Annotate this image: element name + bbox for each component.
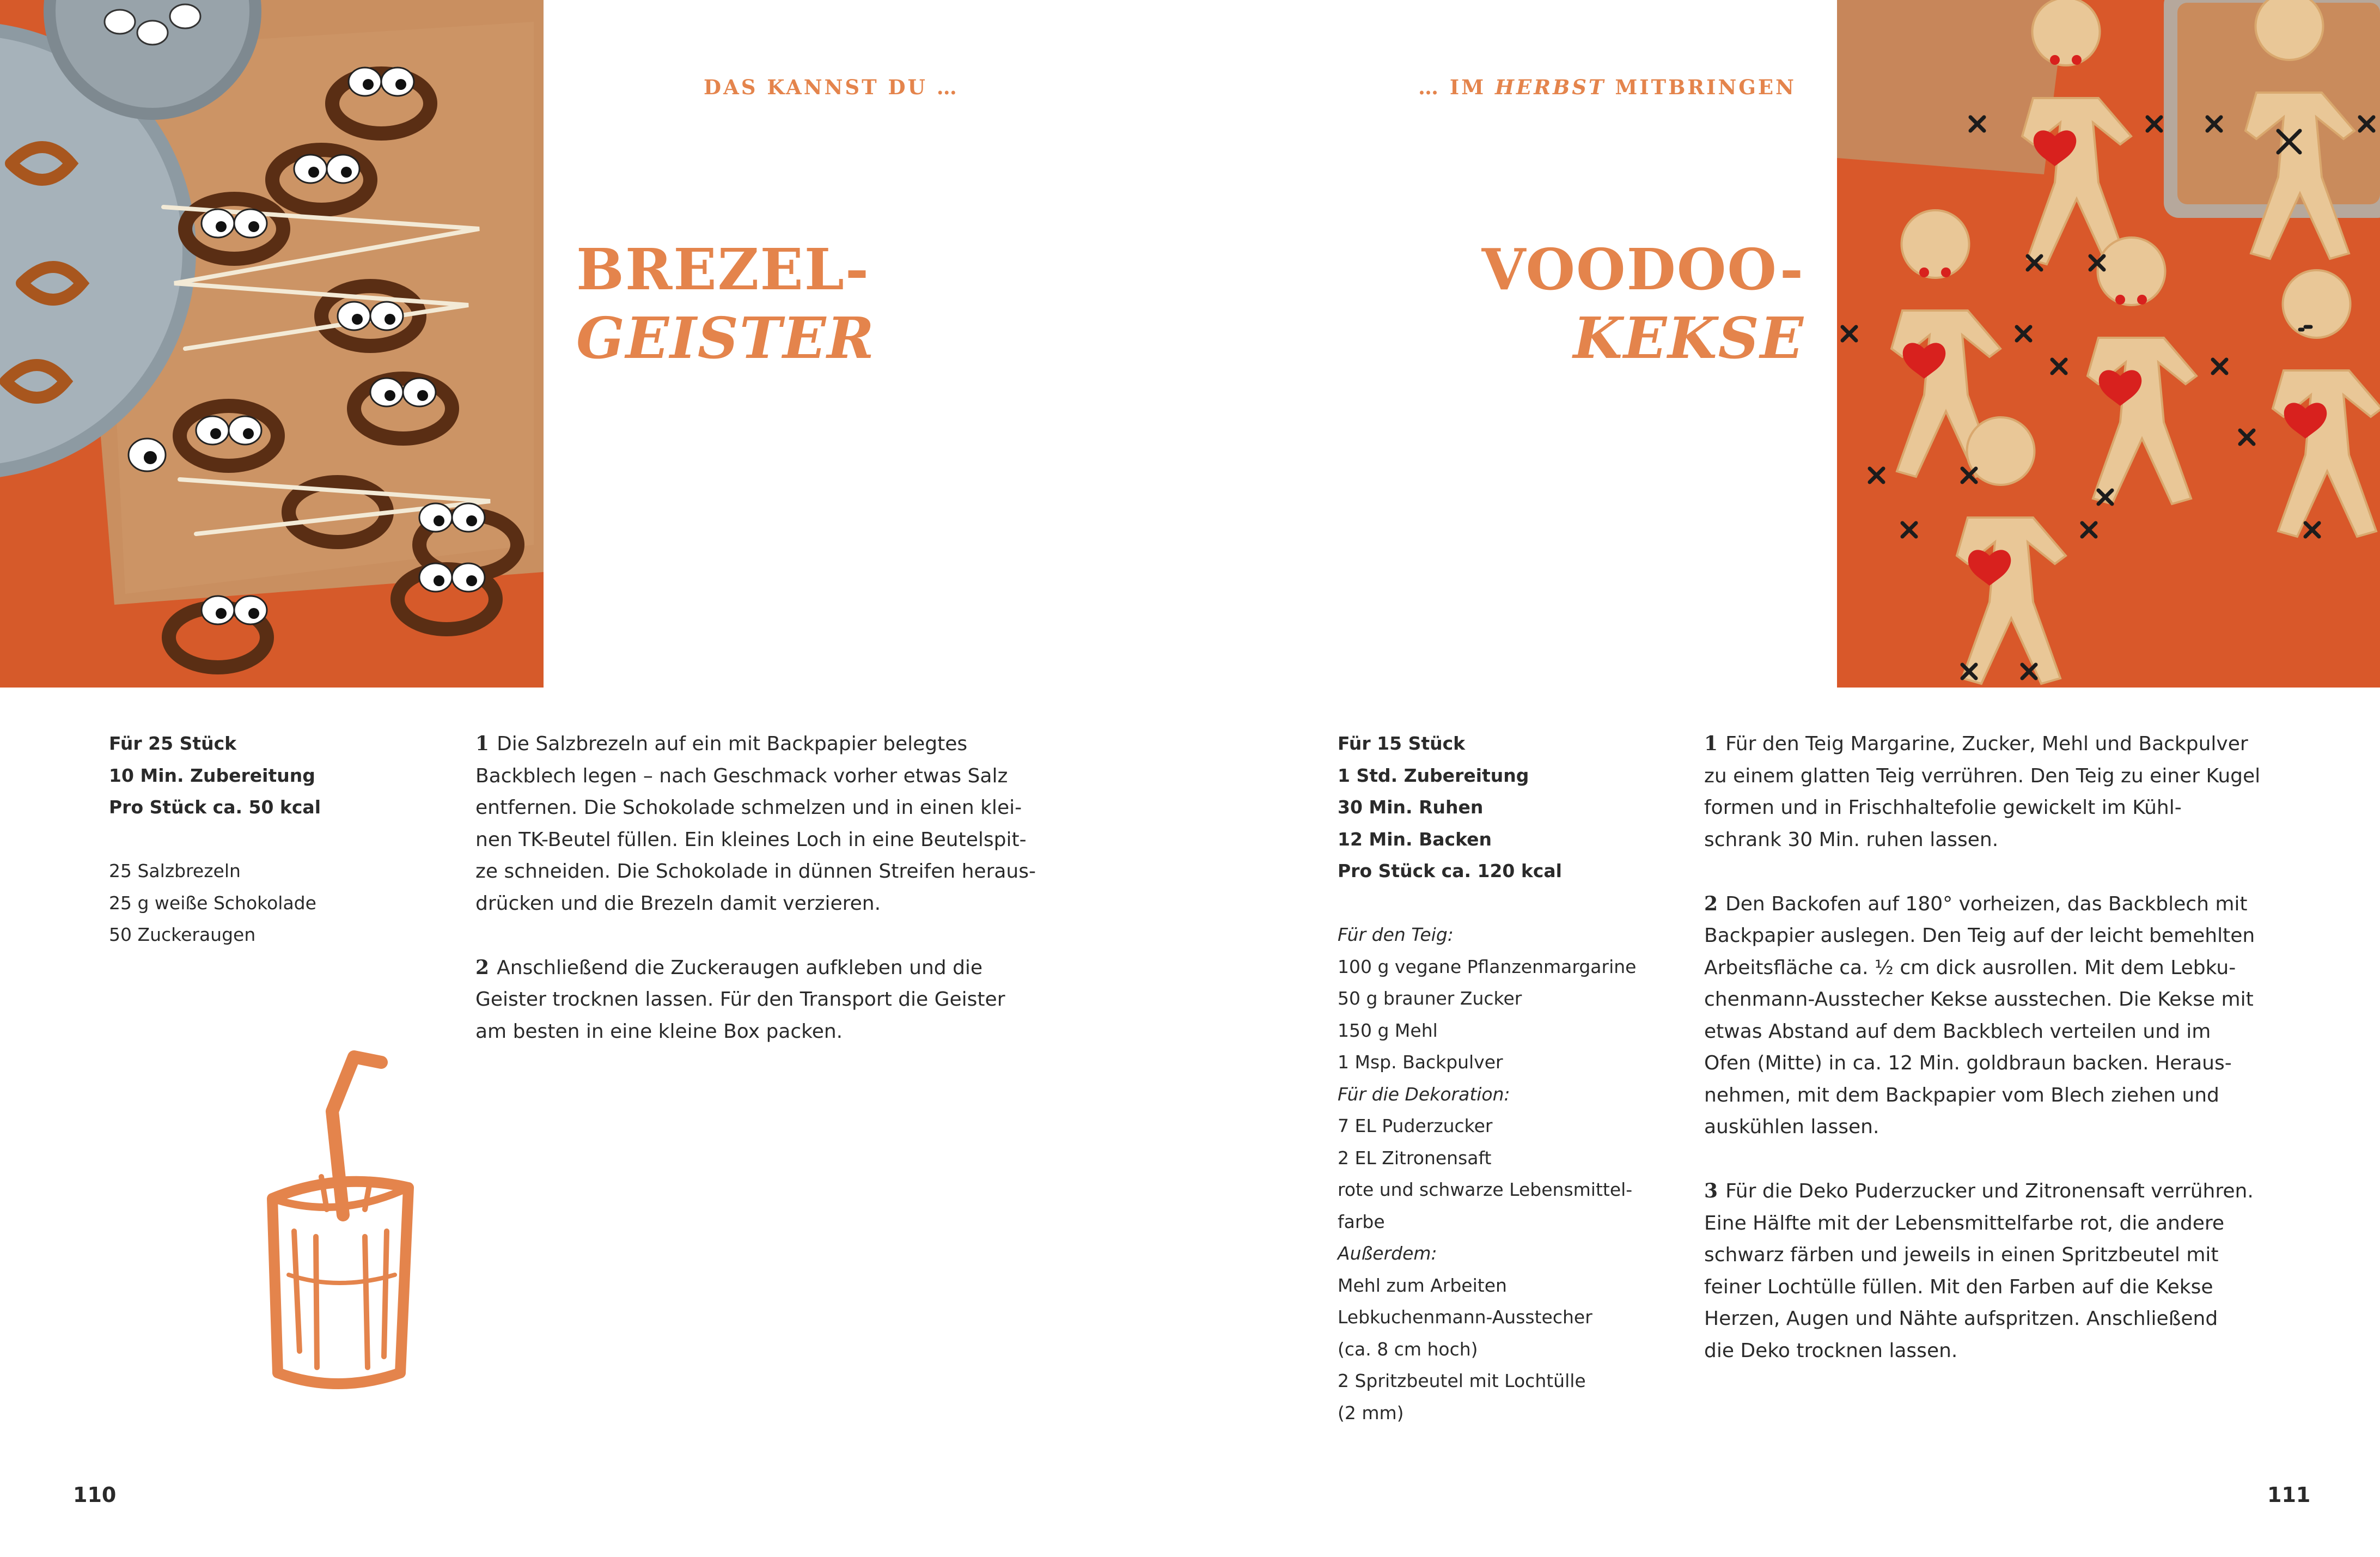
kicker-emphasis: HERBST <box>1495 75 1606 99</box>
right-steps <box>1704 728 2314 1399</box>
right-ingredient: (2 mm) <box>1338 1402 1404 1424</box>
deco-heading: Für die Dekoration: <box>1338 1083 1510 1105</box>
left-kicker: DAS KANNST DU … <box>704 75 959 99</box>
left-recipe-title <box>576 235 875 373</box>
right-step-3: 3 Für die Deko Puderzucker und Zitronensaft verrühren. Eine Hälfte mit der Lebensmittelfarbe rot, die andere schwarz färben und jeweils in einen Spritzbeutel mit feiner Lochtülle füllen. Mit den Farben auf die Kekse Herzen, Augen und Nähte aufspritzen. Anschließend die Deko trocknen lassen. <box>1704 1179 2254 1362</box>
step-number: 2 <box>475 956 490 979</box>
step-number: 1 <box>475 732 490 755</box>
left-ingredient: 25 Salzbrezeln <box>109 860 241 881</box>
right-recipe-title <box>1482 235 1804 373</box>
right-ingredient: 2 Spritzbeutel mit Lochtülle <box>1338 1370 1586 1391</box>
right-ingredient: rote und schwarze Lebensmittel- <box>1338 1179 1633 1200</box>
right-ingredient: 150 g Mehl <box>1338 1019 1438 1041</box>
left-steps <box>475 728 1075 1080</box>
right-meta-block <box>1338 728 1675 1429</box>
right-ingredient: 100 g vegane Pflanzenmargarine <box>1338 956 1637 977</box>
right-meta-bake: 12 Min. Backen <box>1338 828 1492 850</box>
right-meta-yield: Für 15 Stück <box>1338 733 1466 754</box>
right-meta-prep: 1 Std. Zubereitung <box>1338 764 1529 786</box>
right-step-2: 2 Den Backofen auf 180° vorheizen, das Backblech mit Backpapier auslegen. Den Teig auf der leicht bemehlten Arbeitsfläche ca. ½ cm dick ausrollen. Mit dem Lebku- chenmann-Ausstecher Kekse ausstechen. Die Kekse mit etwas Abstand auf dem Backblech verteilen und im Ofen (Mitte) in ca. 12 Min. goldbraun backen. Heraus- nehmen, mit dem Backpapier vom Blech ziehen und auskühlen lassen. <box>1704 892 2255 1138</box>
left-step-1: 1 Die Salzbrezeln auf ein mit Backpapier belegtes Backblech legen – nach Geschmack vorher etwas Salz entfernen. Die Schokolade schmelzen und in einen klei- nen TK-Beutel füllen. Ein kleines Loch in eine Beutelspit- ze schneiden. Die Schokolade in dünnen Streifen heraus- drücken und die Brezeln damit verzieren. <box>475 732 1036 915</box>
right-page-number: 111 <box>2267 1483 2311 1507</box>
right-step-1: 1 Für den Teig Margarine, Zucker, Mehl und Backpulver zu einem glatten Teig verrühren. Den Teig zu einer Kugel formen und in Frischhaltefolie gewickelt im Kühl- schrank 30 Min. ruhen lassen. <box>1704 732 2261 851</box>
right-title-line1: VOODOO- <box>1481 236 1804 303</box>
right-title-line2: KEKSE <box>1573 305 1804 372</box>
right-kicker: … IM HERBST MITBRINGEN <box>1418 75 1796 99</box>
left-meta-block <box>109 728 392 951</box>
pretzel-ghosts-photo <box>0 0 544 688</box>
left-meta-prep: 10 Min. Zubereitung <box>109 764 315 786</box>
voodoo-cookies-photo <box>1837 0 2380 688</box>
drinking-glass-straw-icon <box>256 1046 430 1406</box>
left-step-2: 2 Anschließend die Zuckeraugen aufkleben und die Geister trocknen lassen. Für den Transport die Geister am besten in eine kleine Box packen. <box>475 956 1005 1043</box>
right-ingredient: 50 g brauner Zucker <box>1338 988 1522 1009</box>
step-number: 2 <box>1704 892 1718 915</box>
extra-heading: Außerdem: <box>1338 1243 1437 1264</box>
left-ingredient: 50 Zuckeraugen <box>109 924 256 945</box>
right-meta-rest: 30 Min. Ruhen <box>1338 796 1484 818</box>
step-number: 1 <box>1704 732 1718 755</box>
left-page-number: 110 <box>73 1483 117 1507</box>
step-number: 3 <box>1704 1179 1718 1202</box>
right-ingredient: 7 EL Puderzucker <box>1338 1115 1493 1136</box>
dough-heading: Für den Teig: <box>1338 924 1454 945</box>
left-meta-kcal: Pro Stück ca. 50 kcal <box>109 796 321 818</box>
left-title-line2: GEISTER <box>576 305 875 372</box>
right-ingredient: 1 Msp. Backpulver <box>1338 1051 1503 1073</box>
left-meta-yield: Für 25 Stück <box>109 733 237 754</box>
right-ingredient: farbe <box>1338 1211 1385 1232</box>
right-ingredient: Lebkuchenmann-Ausstecher <box>1338 1306 1592 1328</box>
left-title-line1: BREZEL- <box>576 236 870 303</box>
right-ingredient: 2 EL Zitronensaft <box>1338 1147 1492 1169</box>
right-ingredient: (ca. 8 cm hoch) <box>1338 1338 1478 1360</box>
right-ingredient: Mehl zum Arbeiten <box>1338 1274 1507 1296</box>
right-meta-kcal: Pro Stück ca. 120 kcal <box>1338 860 1562 881</box>
left-ingredient: 25 g weiße Schokolade <box>109 892 316 914</box>
